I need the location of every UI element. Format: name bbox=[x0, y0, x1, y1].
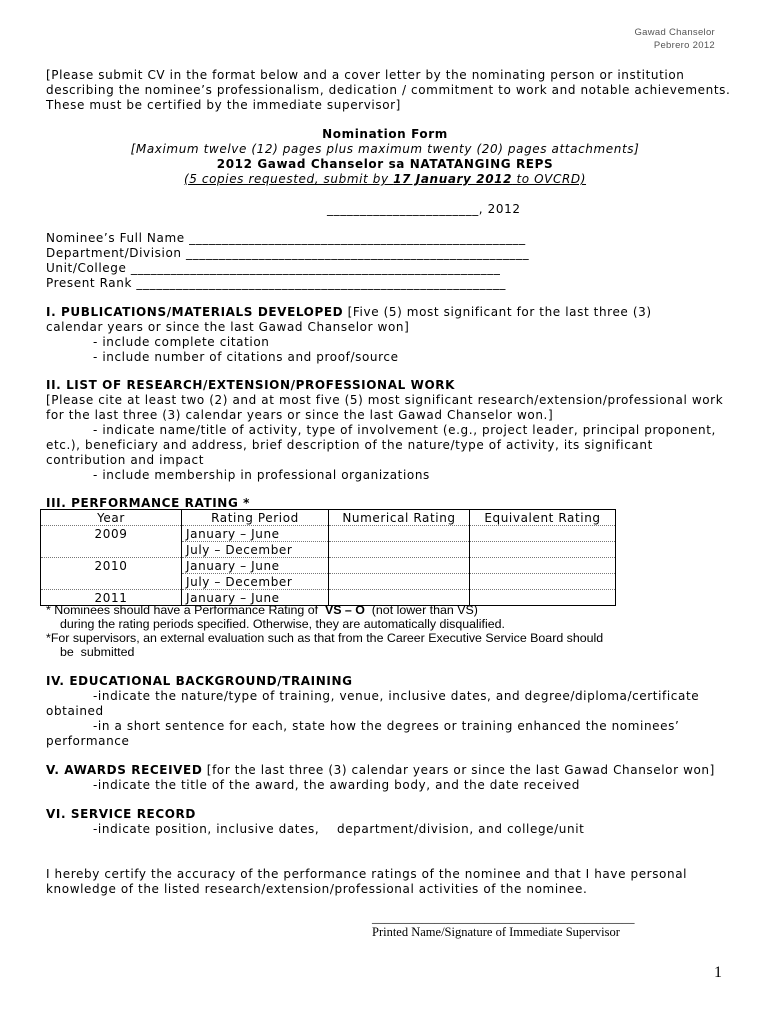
section-5-title-rest: [for the last three (3) calendar years or since the last Gawad Chanselor won] bbox=[202, 763, 715, 777]
table-cell-numerical bbox=[329, 542, 470, 558]
section-2-line-1: [Please cite at least two (2) and at most five (5) most significant research/extension/professional work bbox=[46, 393, 724, 407]
section-2-line-3: - indicate name/title of activity, type of involvement (e.g., project leader, principal proponent, bbox=[93, 423, 716, 437]
section-5-line-1: -indicate the title of the award, the awarding body, and the date received bbox=[93, 778, 580, 792]
table-cell-equivalent bbox=[470, 574, 616, 590]
section-4-line-3: -in a short sentence for each, state how the degrees or training enhanced the nominees’ bbox=[93, 719, 680, 733]
section-2-line-5: contribution and impact bbox=[46, 453, 205, 467]
rating-note-1-c: (not lower than VS) bbox=[364, 603, 478, 617]
rating-note-1 bbox=[46, 603, 478, 618]
header-title: Gawad Chanselor bbox=[634, 27, 715, 38]
table-row bbox=[41, 558, 616, 574]
signature-line: __________________________________________ bbox=[372, 911, 635, 925]
table-cell-year bbox=[41, 542, 182, 558]
table-cell-equivalent bbox=[470, 558, 616, 574]
page-number: 1 bbox=[714, 964, 722, 981]
table-row bbox=[41, 574, 616, 590]
table-header-row bbox=[41, 510, 616, 526]
copies-prefix: (5 copies requested, submit by bbox=[183, 172, 394, 186]
field-unit-college: Unit/College ________________________________________________________ bbox=[46, 261, 501, 275]
section-1-bullet-2: - include number of citations and proof/source bbox=[93, 350, 399, 364]
section-5-title: V. AWARDS RECEIVED bbox=[46, 763, 203, 777]
table-row bbox=[41, 542, 616, 558]
table-cell-numerical bbox=[329, 526, 470, 542]
table-cell-period: July – December bbox=[182, 574, 329, 590]
section-2-line-2: for the last three (3) calendar years or since the last Gawad Chanselor won.] bbox=[46, 408, 554, 422]
performance-rating-table bbox=[40, 509, 616, 606]
table-cell-year: 2010 bbox=[41, 558, 182, 574]
table-cell-equivalent bbox=[470, 526, 616, 542]
field-department: Department/Division ____________________________________________________ bbox=[46, 246, 530, 260]
copies-suffix: to OVCRD) bbox=[512, 172, 587, 186]
field-present-rank: Present Rank ________________________________________________________ bbox=[46, 276, 507, 290]
section-2-title: II. LIST OF RESEARCH/EXTENSION/PROFESSIONAL WORK bbox=[46, 378, 455, 392]
section-6-line-1: -indicate position, inclusive dates, department/division, and college/unit bbox=[93, 822, 585, 836]
section-4-line-1: -indicate the nature/type of training, venue, inclusive dates, and degree/diploma/certificate bbox=[93, 689, 700, 703]
table-cell-equivalent bbox=[470, 590, 616, 606]
copies-note bbox=[0, 172, 770, 187]
table-cell-numerical bbox=[329, 558, 470, 574]
form-subtitle: [Maximum twelve (12) pages plus maximum twenty (20) pages attachments] bbox=[130, 142, 640, 156]
intro-line-2: describing the nominee’s professionalism, dedication / commitment to work and notable achievements. bbox=[46, 83, 731, 97]
table-row bbox=[41, 526, 616, 542]
table-cell-period: July – December bbox=[182, 542, 329, 558]
section-1-bullet-1: - include complete citation bbox=[93, 335, 270, 349]
rating-note-4: be submitted bbox=[60, 645, 135, 659]
certify-line-1: I hereby certify the accuracy of the performance ratings of the nominee and that I have personal bbox=[46, 867, 688, 881]
rating-note-3: *For supervisors, an external evaluation such as that from the Career Executive Service Board should bbox=[46, 631, 604, 645]
section-4-line-4: performance bbox=[46, 734, 130, 748]
section-6-title: VI. SERVICE RECORD bbox=[46, 807, 196, 821]
certify-line-2: knowledge of the listed research/extension/professional activities of the nominee. bbox=[46, 882, 588, 896]
table-header-year: Year bbox=[41, 510, 182, 526]
intro-line-1: [Please submit CV in the format below and a cover letter by the nominating person or institution bbox=[46, 68, 685, 82]
field-nominee-name: Nominee’s Full Name ___________________________________________________ bbox=[46, 231, 526, 245]
table-cell-year: 2011 bbox=[41, 590, 182, 606]
table-cell-period: January – June bbox=[182, 558, 329, 574]
table-cell-year bbox=[41, 574, 182, 590]
section-1-line-2: calendar years or since the last Gawad Chanselor won] bbox=[46, 320, 410, 334]
table-header-rating-period: Rating Period bbox=[182, 510, 329, 526]
rating-note-1-b: VS – O bbox=[324, 603, 365, 617]
rating-note-1-a: * Nominees should have a Performance Rating of bbox=[46, 603, 325, 617]
section-1-title-rest: [Five (5) most significant for the last three (3) bbox=[343, 305, 652, 319]
section-3-title: III. PERFORMANCE RATING * bbox=[46, 496, 251, 510]
table-header-equivalent-rating: Equivalent Rating bbox=[470, 510, 616, 526]
intro-line-3: These must be certified by the immediate supervisor] bbox=[46, 98, 401, 112]
section-5-heading bbox=[46, 763, 715, 778]
section-1-title: I. PUBLICATIONS/MATERIALS DEVELOPED bbox=[46, 305, 344, 319]
table-cell-numerical bbox=[329, 574, 470, 590]
section-4-line-2: obtained bbox=[46, 704, 104, 718]
signature-label: Printed Name/Signature of Immediate Supervisor bbox=[372, 925, 620, 939]
form-title: Nomination Form bbox=[322, 127, 448, 141]
copies-date: 17 January 2012 bbox=[393, 172, 513, 186]
table-cell-period: January – June bbox=[182, 590, 329, 606]
award-title: 2012 Gawad Chanselor sa NATATANGING REPS bbox=[216, 157, 554, 171]
table-cell-period: January – June bbox=[182, 526, 329, 542]
date-line: _______________________, 2012 bbox=[327, 202, 521, 216]
table-cell-year: 2009 bbox=[41, 526, 182, 542]
section-2-line-6: - include membership in professional organizations bbox=[93, 468, 430, 482]
rating-note-2: during the rating periods specified. Otherwise, they are automatically disqualified. bbox=[60, 617, 505, 631]
section-2-line-4: etc.), beneficiary and address, brief description of the nature/type of activity, its significant bbox=[46, 438, 653, 452]
table-header-numerical-rating: Numerical Rating bbox=[329, 510, 470, 526]
header-date: Pebrero 2012 bbox=[653, 40, 715, 51]
section-4-title: IV. EDUCATIONAL BACKGROUND/TRAINING bbox=[46, 674, 353, 688]
section-1-heading bbox=[46, 305, 652, 320]
table-cell-equivalent bbox=[470, 542, 616, 558]
